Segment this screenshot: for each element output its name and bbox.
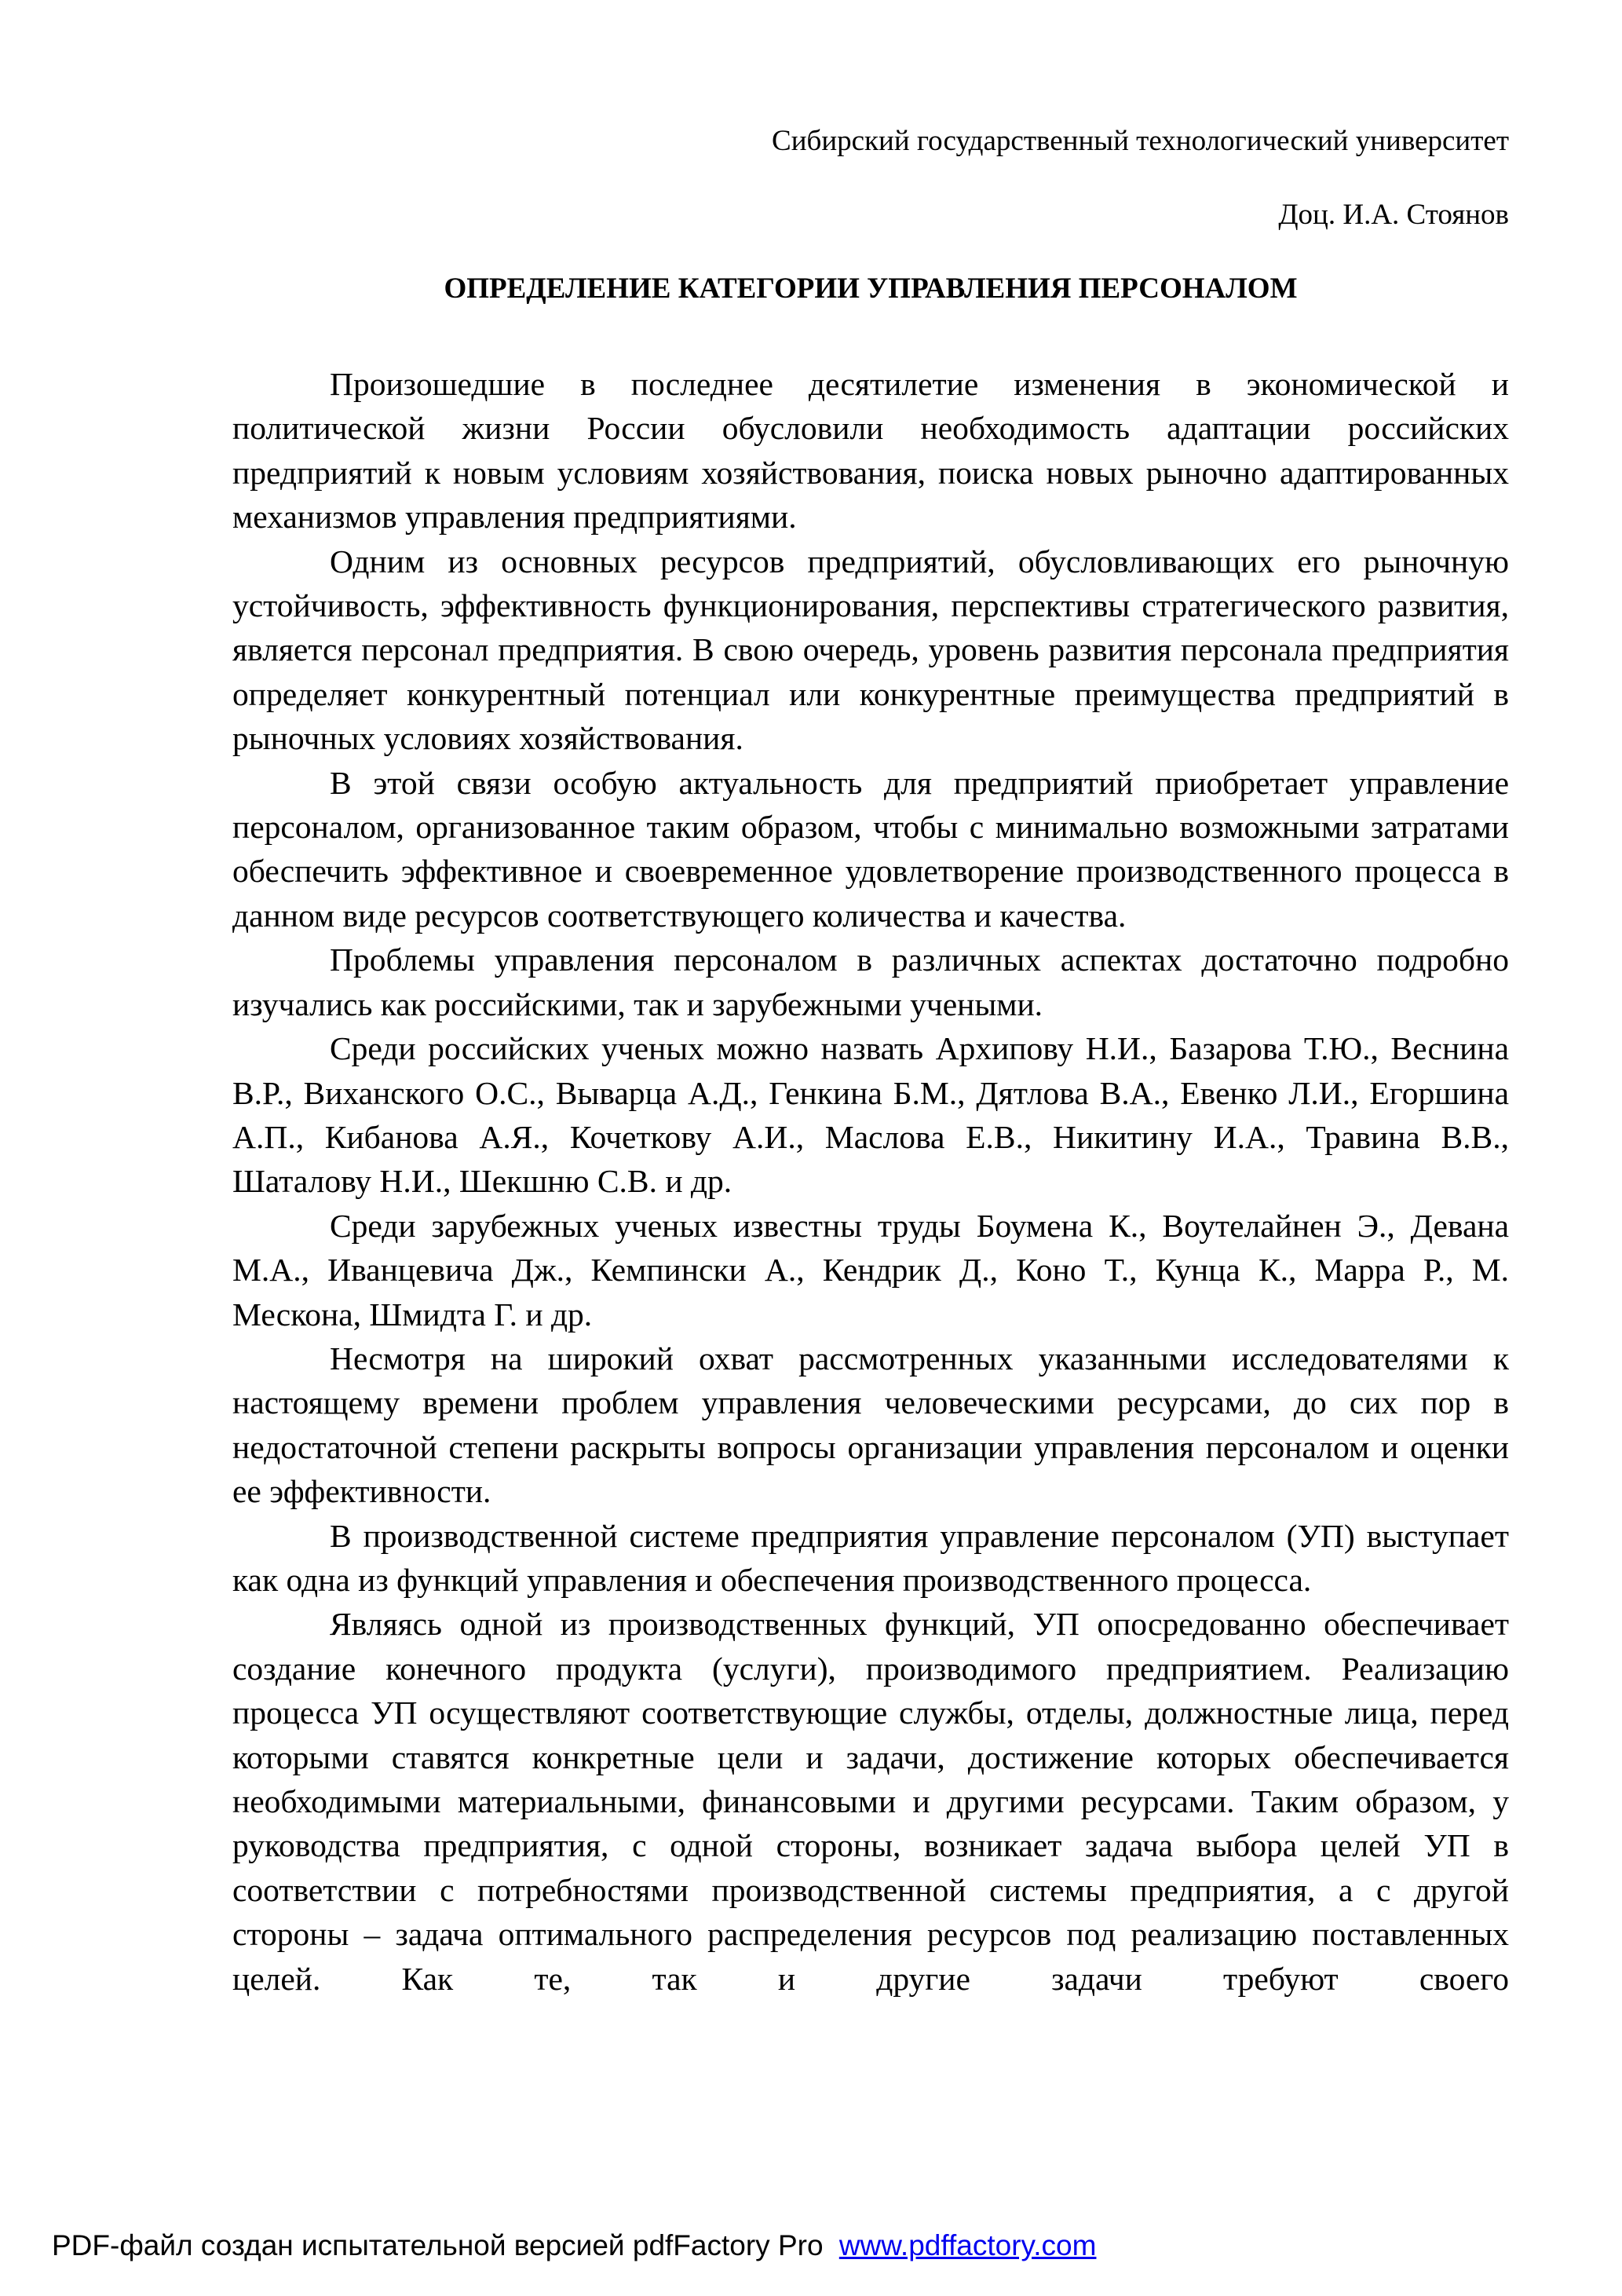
article-title: ОПРЕДЕЛЕНИЕ КАТЕГОРИИ УПРАВЛЕНИЯ ПЕРСОНАЛОМ xyxy=(444,272,1298,305)
paragraph: Среди зарубежных ученых известны труды Боумена К., Воутелайнен Э., Девана М.А., Иванцевича Дж., Кемпински А., Кендрик Д., Коно Т., Кунца К., Марра Р., М. Мескона, Шмидта Г. и др. xyxy=(232,1207,1509,1333)
paragraph: В этой связи особую актуальность для предприятий приобретает управление персоналом, организованное таким образом, чтобы с минимально возможными затратами обеспечить эффективное и своевременное удовлетворение производственного процесса в данном виде ресурсов соответствующего количества и качества. xyxy=(232,764,1509,934)
watermark-text: PDF-файл создан испытательной версией pdfFactory Pro xyxy=(52,2229,824,2261)
paragraph: Одним из основных ресурсов предприятий, обусловливающих его рыночную устойчивость, эффективность функционирования, перспективы стратегического развития, является персонал предприятия. В свою очередь, уровень развития персонала предприятия определяет конкурентный потенциал или конкурентные преимущества предприятий в рыночных условиях хозяйствования. xyxy=(232,543,1509,757)
pdf-watermark-footer xyxy=(52,2228,1096,2263)
paragraph: Являясь одной из производственных функций, УП опосредованно обеспечивает создание конечного продукта (услуги), производимого предприятием. Реализацию процесса УП осуществляют соответствующие службы, отделы, должностные лица, перед которыми ставятся конкретные цели и задачи, достижение которых обеспечивается необходимыми материальными, финансовыми и другими ресурсами. Таким образом, у руководства предприятия, с одной стороны, возникает задача выбора целей УП в соответствии с потребностями производственной системы предприятия, а с другой стороны – задача оптимального распределения ресурсов под реализацию поставленных целей. Как те, так и другие задачи требуют своего xyxy=(232,1606,1509,1997)
paragraph: Среди российских ученых можно назвать Архипову Н.И., Базарова Т.Ю., Веснина В.Р., Виханского О.С., Выварца А.Д., Генкина Б.М., Дятлова В.А., Евенко Л.И., Егоршина А.П., Кибанова А.Я., Кочеткову А.И., Маслова Е.В., Никитину И.А., Травина В.В., Шаталову Н.И., Шекшню С.В. и др. xyxy=(232,1030,1509,1200)
paragraph: В производственной системе предприятия управление персоналом (УП) выступает как одна из функций управления и обеспечения производственного процесса. xyxy=(232,1517,1509,1598)
article-body xyxy=(232,362,1509,2001)
paragraph: Проблемы управления персоналом в различных аспектах достаточно подробно изучались как российскими, так и зарубежными учеными. xyxy=(232,941,1509,1022)
document-page xyxy=(232,0,1509,2296)
author-name: Доц. И.А. Стоянов xyxy=(1278,199,1509,231)
paragraph: Произошедшие в последнее десятилетие изменения в экономической и политической жизни России обусловили необходимость адаптации российских предприятий к новым условиям хозяйствования, поиска новых рыночно адаптированных механизмов управления предприятиями. xyxy=(232,366,1509,536)
pdffactory-link[interactable]: www.pdffactory.com xyxy=(838,2229,1097,2261)
paragraph: Несмотря на широкий охват рассмотренных указанными исследователями к настоящему времени проблем управления человеческими ресурсами, до сих пор в недостаточной степени раскрыты вопросы организации управления персоналом и оценки ее эффективности. xyxy=(232,1340,1509,1510)
author-affiliation: Сибирский государственный технологический университет xyxy=(772,125,1509,157)
